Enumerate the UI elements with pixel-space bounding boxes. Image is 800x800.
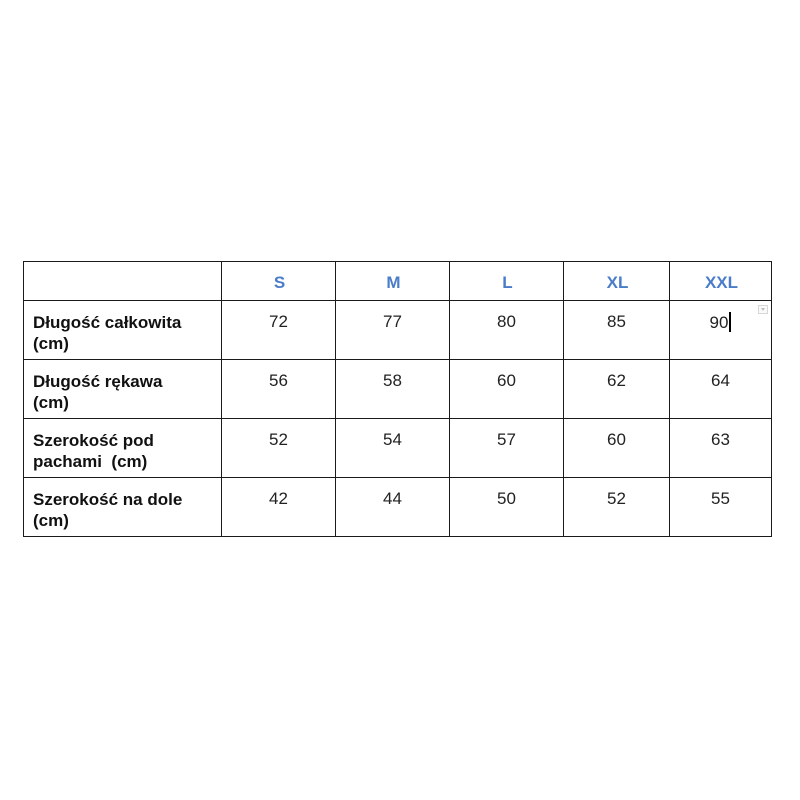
size-header-l[interactable] <box>450 262 564 301</box>
cell-value: 54 <box>383 430 402 449</box>
cell-value: 55 <box>711 489 730 508</box>
value-cell[interactable] <box>450 360 564 419</box>
value-cell[interactable] <box>450 419 564 478</box>
row-label: Szerokość na dole (cm) <box>33 490 183 530</box>
cell-value: 56 <box>269 371 288 390</box>
cell-value: 42 <box>269 489 288 508</box>
cell-value: 60 <box>607 430 626 449</box>
value-cell[interactable] <box>336 301 450 360</box>
value-cell[interactable] <box>564 419 670 478</box>
size-label: L <box>502 273 513 292</box>
value-cell[interactable] <box>450 301 564 360</box>
value-cell[interactable] <box>450 478 564 537</box>
size-chart-table <box>23 261 772 537</box>
cell-value: 90 <box>709 313 729 332</box>
cell-value: 44 <box>383 489 402 508</box>
value-cell[interactable] <box>670 478 772 537</box>
cell-value: 60 <box>497 371 516 390</box>
row-label-cell[interactable] <box>24 478 222 537</box>
cell-value: 52 <box>269 430 288 449</box>
value-cell[interactable] <box>336 360 450 419</box>
value-cell[interactable] <box>564 301 670 360</box>
cell-value: 85 <box>607 312 626 331</box>
cell-value: 80 <box>497 312 516 331</box>
size-label: XXL <box>704 273 739 292</box>
table-row-sleeve-length <box>24 360 772 419</box>
value-cell[interactable] <box>670 360 772 419</box>
value-cell[interactable] <box>670 419 772 478</box>
cell-value: 50 <box>497 489 516 508</box>
cell-value-with-caret <box>670 301 771 333</box>
cell-value: 63 <box>711 430 730 449</box>
table-row-bottom-width <box>24 478 772 537</box>
value-cell[interactable] <box>222 301 336 360</box>
value-cell[interactable] <box>222 360 336 419</box>
cell-value: 52 <box>607 489 626 508</box>
row-label: Długość rękawa (cm) <box>33 372 163 412</box>
size-label: M <box>386 273 401 292</box>
size-label: S <box>273 273 286 292</box>
cell-value: 72 <box>269 312 288 331</box>
cell-value: 58 <box>383 371 402 390</box>
row-label-cell[interactable] <box>24 360 222 419</box>
value-cell[interactable] <box>564 360 670 419</box>
corner-cell[interactable] <box>24 262 222 301</box>
value-cell[interactable] <box>222 478 336 537</box>
table-row-armpit-width <box>24 419 772 478</box>
dropdown-arrow-icon[interactable] <box>758 305 768 314</box>
cell-value: 62 <box>607 371 626 390</box>
value-cell[interactable] <box>336 478 450 537</box>
row-label-cell[interactable] <box>24 301 222 360</box>
table-row-total-length <box>24 301 772 360</box>
header-row <box>24 262 772 301</box>
value-cell[interactable] <box>336 419 450 478</box>
cell-value: 57 <box>497 430 516 449</box>
value-cell[interactable] <box>222 419 336 478</box>
active-value-cell[interactable] <box>670 301 772 360</box>
size-header-m[interactable] <box>336 262 450 301</box>
cell-value: 64 <box>711 371 730 390</box>
cell-value: 77 <box>383 312 402 331</box>
size-header-xl[interactable] <box>564 262 670 301</box>
value-cell[interactable] <box>564 478 670 537</box>
row-label: Długość całkowita (cm) <box>33 313 182 353</box>
row-label-cell[interactable] <box>24 419 222 478</box>
text-caret <box>729 312 731 332</box>
size-header-xxl[interactable] <box>670 262 772 301</box>
row-label: Szerokość pod pachami (cm) <box>33 431 154 471</box>
size-header-s[interactable] <box>222 262 336 301</box>
size-label: XL <box>606 273 629 292</box>
